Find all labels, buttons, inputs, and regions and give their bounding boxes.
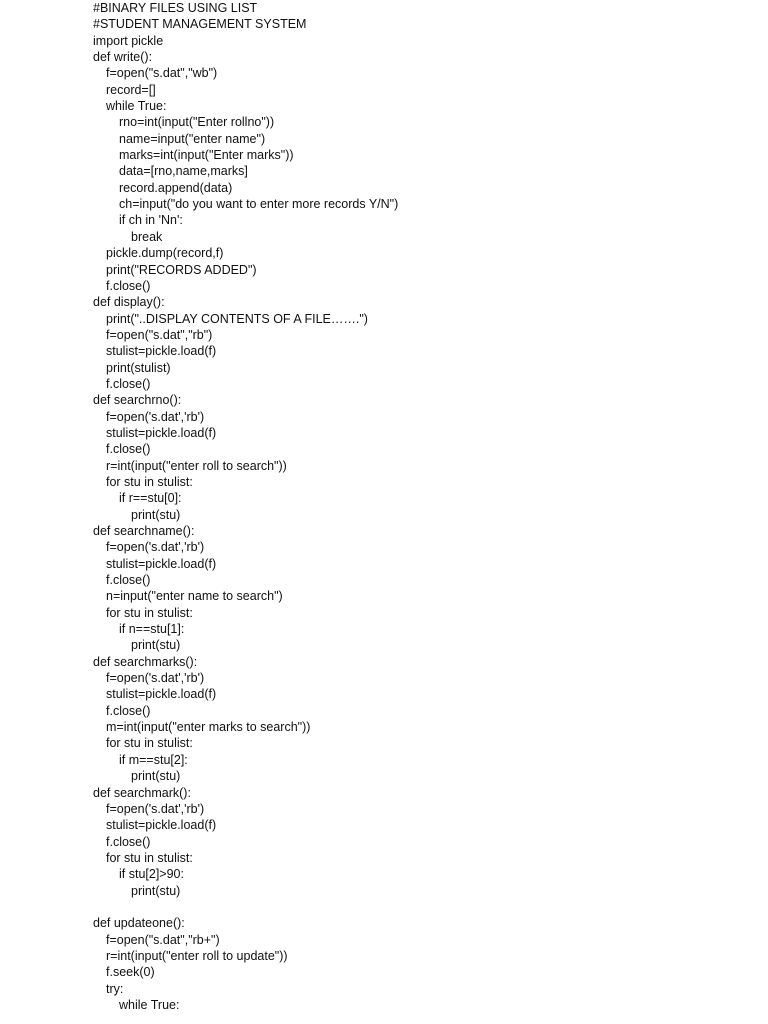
code-line: print(stu) [131,883,181,898]
code-line: #STUDENT MANAGEMENT SYSTEM [93,17,307,32]
code-line: while True: [106,99,167,114]
code-line: f=open("s.dat","wb") [106,66,218,81]
code-line: print(stu) [131,507,181,522]
code-line: for stu in stulist: [106,474,193,489]
code-line: record=[] [106,82,156,97]
code-listing [93,0,398,1013]
code-line: for stu in stulist: [106,736,193,751]
code-line: ch=input("do you want to enter more records Y/N") [119,197,399,212]
code-line: import pickle [93,33,164,48]
code-line: def searchmark(): [93,785,191,800]
code-line: def updateone(): [93,916,185,931]
code-line: stulist=pickle.load(f) [106,425,217,440]
code-line: r=int(input("enter roll to search")) [106,458,287,473]
code-line: print(stu) [131,769,181,784]
code-line: if stu[2]>90: [119,867,184,882]
code-line: f.close() [106,703,151,718]
code-line: stulist=pickle.load(f) [106,687,217,702]
code-line: if r==stu[0]: [119,491,182,506]
code-line: def display(): [93,295,165,310]
code-line: f=open('s.dat','rb') [106,801,205,816]
code-line: n=input("enter name to search") [106,589,283,604]
code-line: f.close() [106,573,151,588]
code-line: m=int(input("enter marks to search")) [106,720,311,735]
code-line: print(stu) [131,638,181,653]
code-line: f=open("s.dat","rb+") [106,932,220,947]
code-line: f=open('s.dat','rb') [106,671,205,686]
code-line: data=[rno,name,marks] [119,164,248,179]
code-line: def write(): [93,50,153,65]
code-line: marks=int(input("Enter marks")) [119,148,294,163]
code-line: stulist=pickle.load(f) [106,344,217,359]
code-line: record.append(data) [119,180,233,195]
code-line: break [131,229,163,244]
code-line: for stu in stulist: [106,850,193,865]
code-line: print("..DISPLAY CONTENTS OF A FILE…….") [106,311,368,326]
code-line: f.close() [106,278,151,293]
code-line: stulist=pickle.load(f) [106,556,217,571]
code-line: f.seek(0) [106,965,155,980]
code-line: #BINARY FILES USING LIST [93,1,258,15]
code-line: f=open('s.dat','rb') [106,409,205,424]
code-line: while True: [119,997,180,1012]
code-line: name=input("enter name") [119,131,266,146]
code-line: f.close() [106,442,151,457]
code-line: f.close() [106,376,151,391]
code-line: if ch in 'Nn': [119,213,183,228]
code-line: f.close() [106,834,151,849]
code-line: try: [106,981,124,996]
code-line: print("RECORDS ADDED") [106,262,257,277]
code-line: if n==stu[1]: [119,622,185,637]
code-line: f=open('s.dat','rb') [106,540,205,555]
code-line: f=open("s.dat","rb") [106,327,213,342]
code-line: stulist=pickle.load(f) [106,818,217,833]
code-line: def searchname(): [93,524,195,538]
code-line: r=int(input("enter roll to update")) [106,948,288,963]
code-line: def searchmarks(): [93,654,198,669]
code-line: rno=int(input("Enter rollno")) [119,115,275,130]
code-line: def searchrno(): [93,393,182,408]
code-line: for stu in stulist: [106,605,193,620]
blank-line [93,899,398,915]
code-line: print(stulist) [106,360,171,375]
code-line: pickle.dump(record,f) [106,246,224,261]
code-line: if m==stu[2]: [119,752,188,767]
